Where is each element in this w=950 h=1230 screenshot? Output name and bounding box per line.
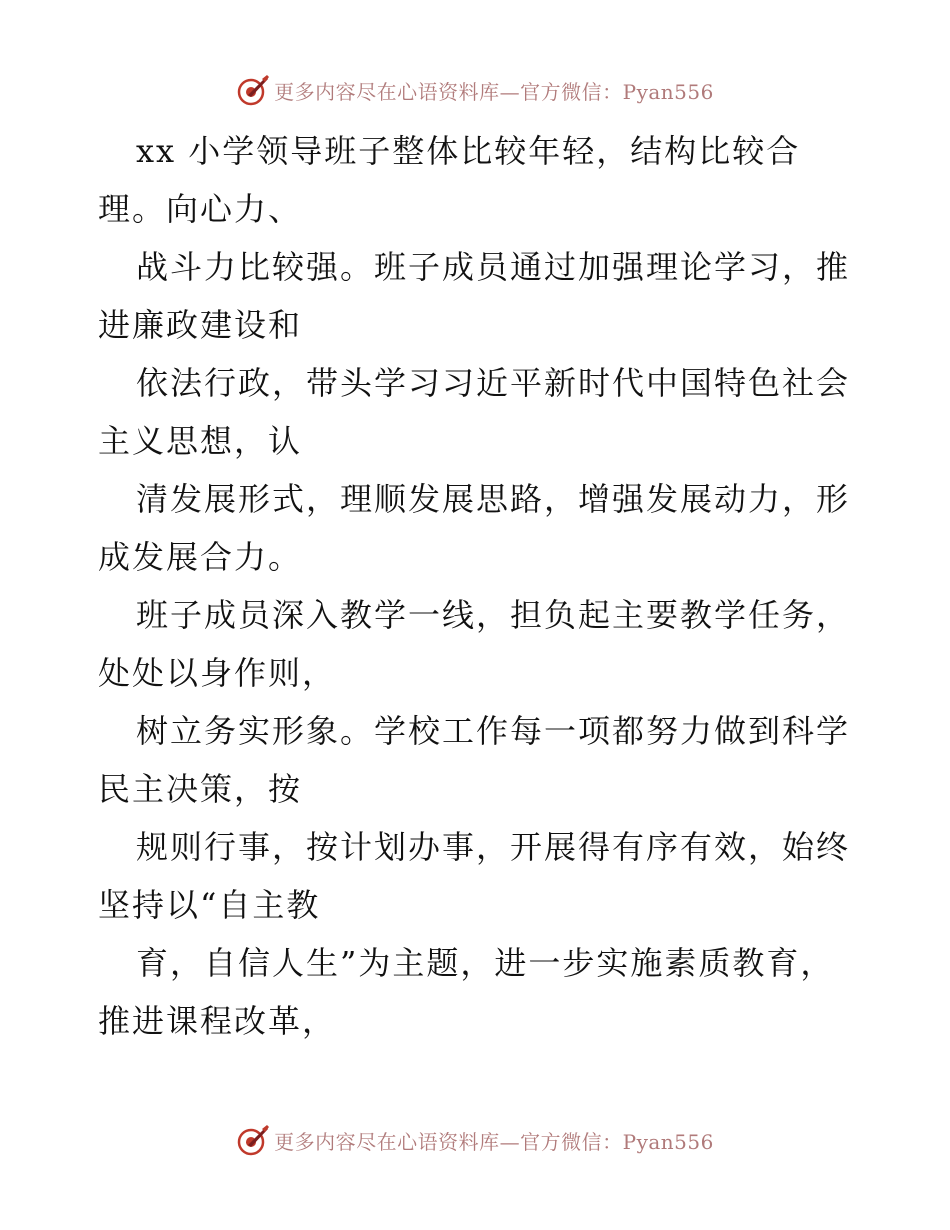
- paragraph-1: xx 小学领导班子整体比较年轻，结构比较合理。向心力、: [98, 132, 801, 228]
- paragraph-4: 清发展形式，理顺发展思路，增强发展动力，形成发展合力。: [98, 480, 851, 576]
- paragraph-5: 班子成员深入教学一线，担负起主要教学任务，处处以身作则，: [98, 596, 851, 692]
- quill-logo-icon: [236, 1123, 270, 1157]
- quill-logo-icon: [236, 73, 270, 107]
- paragraph-8: 育，自信人生”为主题，进一步实施素质教育，推进课程改革，: [98, 944, 835, 1040]
- paragraph-7: 规则行事，按计划办事，开展得有序有效，始终坚持以“自主教: [98, 828, 851, 924]
- paragraph-2: 战斗力比较强。班子成员通过加强理论学习，推进廉政建设和: [98, 248, 851, 344]
- paragraph-6: 树立务实形象。学校工作每一项都努力做到科学民主决策，按: [98, 712, 851, 808]
- paragraph-3: 依法行政，带头学习习近平新时代中国特色社会主义思想，认: [98, 364, 851, 460]
- watermark-text: 更多内容尽在心语资料库—官方微信：Pyan556: [274, 79, 714, 104]
- watermark-text: 更多内容尽在心语资料库—官方微信：Pyan556: [274, 1129, 714, 1154]
- footer-watermark: [0, 1120, 950, 1160]
- document-body: [98, 122, 858, 1050]
- header-watermark: [0, 70, 950, 110]
